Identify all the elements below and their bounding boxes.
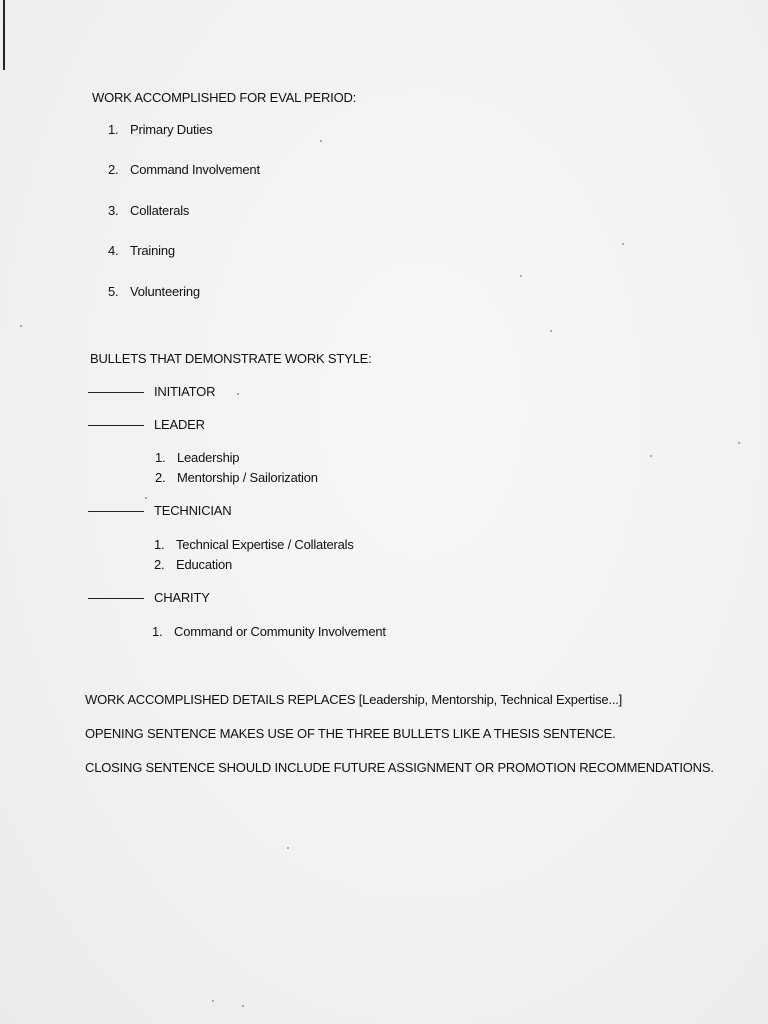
scan-speck: [212, 1000, 214, 1002]
list-item-label: Mentorship / Sailorization: [177, 470, 318, 485]
blank-line: [88, 598, 144, 599]
scan-speck: [20, 325, 22, 327]
list-number: 1.: [154, 537, 165, 552]
scan-speck: [287, 847, 289, 849]
scan-speck: [237, 393, 239, 395]
work-style-label: CHARITY: [154, 590, 210, 605]
list-item: [155, 470, 318, 485]
scan-speck: [320, 140, 322, 142]
page-edge-mark: [3, 0, 5, 70]
section-heading-work-style: BULLETS THAT DEMONSTRATE WORK STYLE:: [90, 351, 372, 366]
list-item: [152, 624, 386, 639]
scan-speck: [622, 243, 624, 245]
list-item-label: Collaterals: [130, 203, 190, 218]
section-heading-work-accomplished: WORK ACCOMPLISHED FOR EVAL PERIOD:: [92, 90, 357, 105]
list-number: 5.: [108, 284, 119, 299]
scan-speck: [738, 442, 740, 444]
work-style-initiator: [88, 384, 215, 399]
note-line: WORK ACCOMPLISHED DETAILS REPLACES [Leadership, Mentorship, Technical Expertise...]: [85, 692, 623, 707]
list-item-label: Primary Duties: [130, 122, 213, 137]
list-number: 1.: [108, 122, 119, 137]
list-item-label: Volunteering: [130, 284, 200, 299]
scan-speck: [650, 455, 652, 457]
blank-line: [88, 511, 144, 512]
list-item: [108, 162, 260, 177]
scan-speck: [550, 330, 552, 332]
list-item-label: Training: [130, 243, 175, 258]
scan-speck: [145, 497, 147, 499]
list-item-label: Command or Community Involvement: [174, 624, 386, 639]
list-item: [108, 122, 212, 137]
list-item: [154, 537, 354, 552]
list-item-label: Leadership: [177, 450, 240, 465]
blank-line: [88, 392, 144, 393]
list-number: 2.: [108, 162, 119, 177]
list-number: 2.: [154, 557, 165, 572]
list-item: [108, 243, 175, 258]
work-style-leader: [88, 417, 205, 432]
list-item: [154, 557, 232, 572]
list-number: 2.: [155, 470, 166, 485]
work-style-technician: [88, 503, 231, 518]
list-item-label: Technical Expertise / Collaterals: [176, 537, 354, 552]
note-line: CLOSING SENTENCE SHOULD INCLUDE FUTURE ASSIGNMENT OR PROMOTION RECOMMENDATIONS.: [85, 760, 714, 775]
list-item: [108, 203, 189, 218]
work-style-label: LEADER: [154, 417, 205, 432]
blank-line: [88, 425, 144, 426]
scan-speck: [242, 1005, 244, 1007]
note-line: OPENING SENTENCE MAKES USE OF THE THREE BULLETS LIKE A THESIS SENTENCE.: [85, 726, 616, 741]
list-number: 3.: [108, 203, 119, 218]
scan-speck: [520, 275, 522, 277]
list-number: 1.: [155, 450, 166, 465]
list-item: [108, 284, 200, 299]
list-number: 1.: [152, 624, 163, 639]
work-style-label: TECHNICIAN: [154, 503, 232, 518]
work-style-label: INITIATOR: [154, 384, 216, 399]
list-item-label: Command Involvement: [130, 162, 260, 177]
list-number: 4.: [108, 243, 119, 258]
list-item-label: Education: [176, 557, 233, 572]
work-style-charity: [88, 590, 210, 605]
list-item: [155, 450, 239, 465]
